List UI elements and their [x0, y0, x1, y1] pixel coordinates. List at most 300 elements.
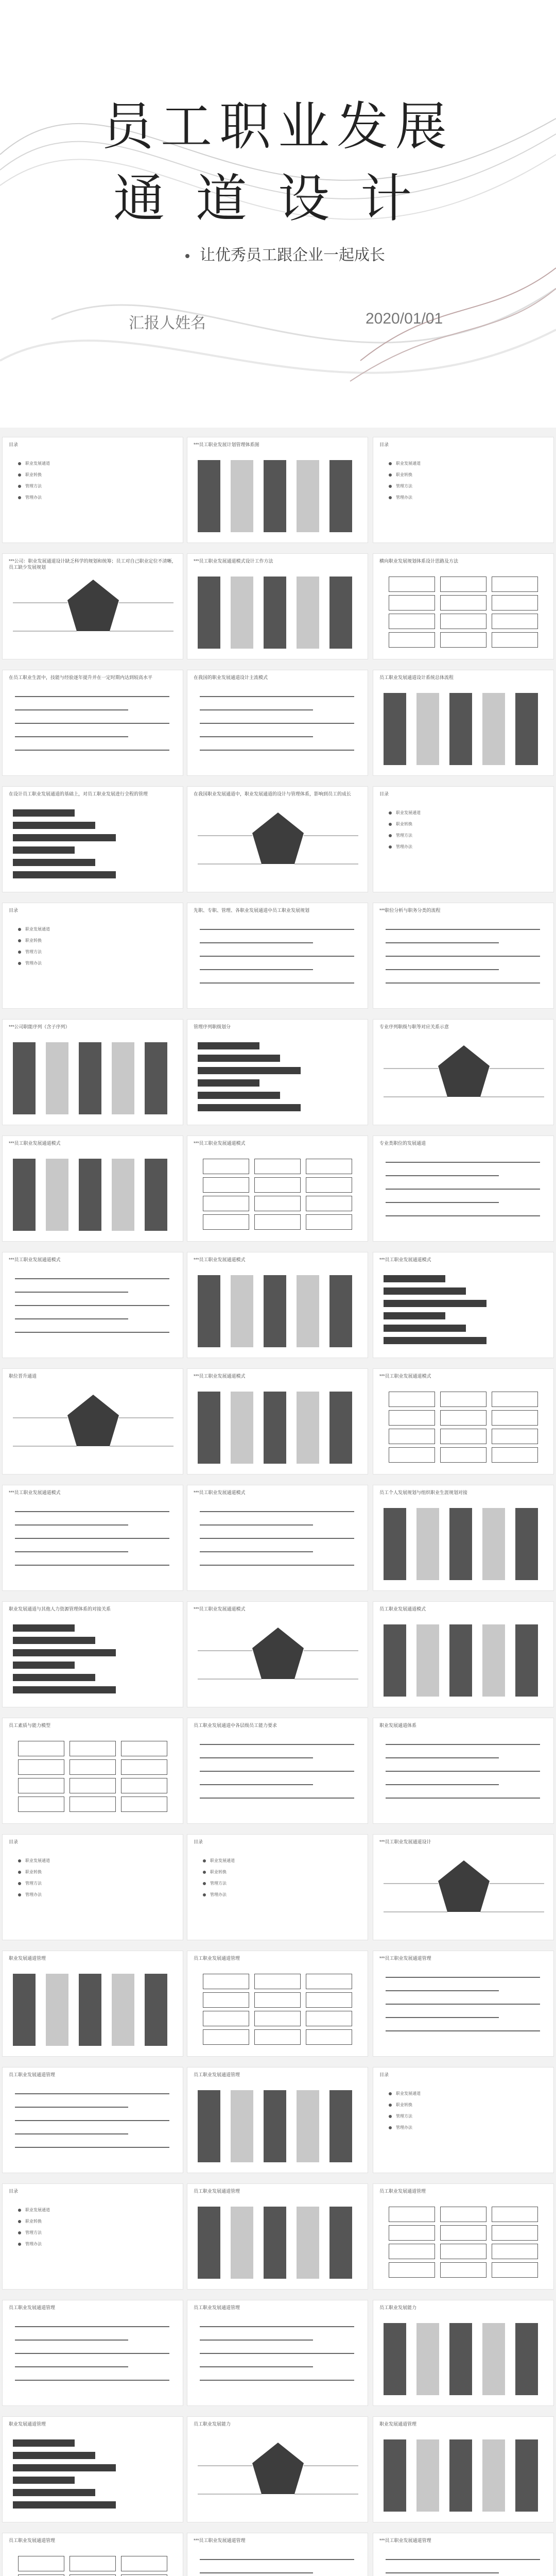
slide-title: 横向职业发展规划体系设计思路及方法: [379, 558, 459, 564]
agenda-item: 管理办法: [396, 495, 412, 500]
slide-thumbnail[interactable]: [373, 1368, 554, 1475]
slide-title: ***公司职能序列（含子序列）: [9, 1024, 70, 1029]
column-bar: [515, 1508, 538, 1580]
column-bar: [79, 1974, 101, 2046]
column-bar: [231, 2207, 253, 2279]
text-line: [15, 1538, 169, 1539]
table-cell: [389, 614, 435, 629]
column-bar: [384, 2323, 406, 2395]
agenda-bullet-icon: [389, 834, 392, 837]
table-cell: [121, 1778, 167, 1793]
agenda-bullet-icon: [18, 496, 21, 499]
slide-title: ***员工职业发展通道模式: [194, 1257, 246, 1262]
slide-thumbnail[interactable]: [373, 670, 554, 776]
column-bar: [297, 460, 319, 532]
text-line: [200, 750, 354, 751]
agenda-bullet-icon: [18, 951, 21, 954]
slide-title: 目录: [379, 791, 389, 796]
text-line: [15, 2326, 169, 2327]
text-line: [15, 723, 169, 724]
slide-thumbnail[interactable]: [187, 903, 368, 1009]
text-line: [386, 1744, 540, 1745]
slide-thumbnail[interactable]: [2, 903, 183, 1009]
slide-thumbnail[interactable]: [2, 1252, 183, 1358]
text-line: [200, 1798, 354, 1799]
slide-title: ***员工职业发展通道模式: [9, 1490, 61, 1495]
column-bar: [231, 577, 253, 649]
column-bar: [231, 1392, 253, 1464]
slide-thumbnail[interactable]: [187, 2183, 368, 2290]
slide-title: ***员工职业发展通道模式: [194, 1374, 246, 1379]
agenda-item: 管理办法: [25, 1892, 42, 1897]
cover-title-line2: 通道设计: [113, 168, 443, 229]
table-cell: [306, 1177, 352, 1193]
table-cell: [254, 2029, 301, 2045]
table-cell: [18, 2556, 64, 2571]
pentagon-diagram: [187, 787, 368, 892]
slide-thumbnail[interactable]: [187, 2300, 368, 2406]
slide-thumbnail[interactable]: [373, 903, 554, 1009]
slide-thumbnail[interactable]: [373, 2067, 554, 2173]
table-cell: [389, 595, 435, 611]
column-bar: [515, 693, 538, 765]
column-bar: [79, 1159, 101, 1231]
text-line: [200, 1565, 354, 1566]
slide-thumbnail[interactable]: [373, 1834, 554, 1940]
row-bar: [13, 1674, 95, 1681]
slide-thumbnail[interactable]: [373, 437, 554, 543]
slide-title: 员工职业发展通道管理: [9, 2072, 56, 2077]
agenda-item: 管理办法: [25, 961, 42, 965]
row-bar: [198, 1042, 259, 1049]
column-bar: [79, 1042, 101, 1114]
slide-thumbnail[interactable]: [2, 1019, 183, 1125]
table-cell: [70, 1741, 116, 1756]
table-cell: [203, 1159, 249, 1174]
column-bar: [145, 1042, 167, 1114]
text-line: [15, 2120, 169, 2121]
slide-thumbnail[interactable]: [187, 1951, 368, 2057]
slide-thumbnail[interactable]: [2, 670, 183, 776]
pentagon-diagram: [3, 554, 183, 659]
pentagon-diagram: [373, 1020, 554, 1125]
column-bar: [515, 2439, 538, 2512]
slide-title: ***职位分析与职务分类的流程: [379, 908, 441, 913]
slide-title: 员工素质与能力模型: [9, 1723, 51, 1728]
table-cell: [492, 2262, 538, 2278]
table-cell: [203, 1196, 249, 1211]
column-bar: [482, 1508, 505, 1580]
column-bar: [482, 2439, 505, 2512]
row-bar: [13, 809, 75, 817]
cover-slide: [0, 0, 556, 428]
slide-thumbnail[interactable]: [373, 1718, 554, 1824]
text-line: [15, 696, 169, 697]
agenda-bullet-icon: [18, 1882, 21, 1885]
table-cell: [121, 1741, 167, 1756]
table-cell: [492, 1447, 538, 1463]
slide-thumbnail[interactable]: [2, 1485, 183, 1591]
agenda-bullet-icon: [389, 2126, 392, 2129]
slide-title: 在我国的职业发展通道设计主流模式: [194, 675, 268, 680]
agenda-item: 职业转换: [396, 2103, 412, 2107]
slide-title: ***员工职业发展通道模式: [194, 1490, 246, 1495]
slide-thumbnail[interactable]: [187, 437, 368, 543]
agenda-item: 职业发展通道: [25, 1858, 50, 1863]
slide-title: 职业发展通道与其他人力资源管理体系的对接关系: [9, 1606, 111, 1612]
text-line: [15, 1511, 169, 1512]
agenda-bullet-icon: [389, 473, 392, 477]
slide-thumbnail[interactable]: [2, 2183, 183, 2290]
table-cell: [492, 1410, 538, 1426]
slide-title: ***员工职业发展通道管理: [194, 2538, 246, 2543]
slide-thumbnail[interactable]: [2, 1834, 183, 1940]
cover-subtitle: 让优秀员工跟企业一起成长: [185, 242, 385, 265]
table-cell: [70, 1778, 116, 1793]
slide-title: 目录: [379, 442, 389, 447]
agenda-bullet-icon: [18, 1859, 21, 1862]
agenda-bullet-icon: [389, 2115, 392, 2118]
slide-title: 员工职业发展能力: [194, 2421, 231, 2427]
slide-thumbnail[interactable]: [2, 1718, 183, 1824]
table-cell: [492, 614, 538, 629]
slide-thumbnail[interactable]: [187, 553, 368, 659]
slide-title: 员工职业发展通道管理: [379, 2189, 426, 2194]
agenda-item: 职业转换: [396, 822, 412, 826]
slide-title: ***员工职业发展通道设计: [379, 1839, 431, 1844]
table-cell: [389, 2262, 435, 2278]
agenda-bullet-icon: [389, 496, 392, 499]
text-line: [200, 2572, 313, 2573]
agenda-bullet-icon: [18, 485, 21, 488]
text-line: [386, 1990, 499, 1991]
table-cell: [440, 614, 486, 629]
cover-date: 2020/01/01: [366, 310, 443, 327]
slide-thumbnail[interactable]: [373, 2300, 554, 2406]
column-bar: [145, 1159, 167, 1231]
agenda-item: 管理办法: [25, 495, 42, 500]
table-cell: [440, 2225, 486, 2241]
agenda-item: 管理方法: [396, 833, 412, 838]
table-cell: [306, 1196, 352, 1211]
slide-thumbnail[interactable]: [187, 1019, 368, 1125]
slide-thumbnail[interactable]: [373, 1019, 554, 1125]
slide-thumbnail[interactable]: [373, 553, 554, 659]
column-bar: [231, 2090, 253, 2162]
text-line: [15, 1318, 128, 1319]
slide-thumbnail[interactable]: [2, 2533, 183, 2576]
slide-thumbnail[interactable]: [2, 786, 183, 892]
text-line: [15, 2147, 169, 2148]
table-cell: [389, 632, 435, 648]
table-cell: [389, 1447, 435, 1463]
text-line: [386, 2004, 540, 2005]
slide-title: 员工职业发展通道中各层级员工能力要求: [194, 1723, 277, 1728]
column-bar: [329, 2207, 352, 2279]
text-line: [200, 1551, 313, 1552]
slide-title: 员工职业发展通道模式: [379, 1606, 426, 1612]
row-bar: [13, 822, 95, 829]
agenda-bullet-icon: [389, 485, 392, 488]
slide-thumbnail[interactable]: [373, 2416, 554, 2522]
table-cell: [389, 577, 435, 592]
text-line: [15, 1551, 128, 1552]
text-line: [15, 1305, 169, 1306]
row-bar: [13, 1662, 75, 1669]
row-bar: [13, 1686, 116, 1693]
slide-thumbnail[interactable]: [2, 1368, 183, 1475]
text-line: [386, 942, 499, 943]
column-bar: [329, 577, 352, 649]
column-bar: [384, 2439, 406, 2512]
column-bar: [416, 2323, 439, 2395]
table-cell: [440, 1410, 486, 1426]
slide-title: 职位晋升通道: [9, 1374, 37, 1379]
column-bar: [384, 1624, 406, 1697]
slide-title: ***公司：职业发展通道设计缺乏科学的规划和统筹；员工对自己职业定位不清晰，员工缺少发展规划: [9, 558, 177, 570]
slide-title: 在设计员工职业发展通道的基础上，对员工职业发展进行全程的管理: [9, 791, 148, 796]
slide-title: 目录: [194, 1839, 203, 1844]
text-line: [386, 1189, 540, 1190]
slide-title: ***员工职业发展通道管理: [379, 2538, 431, 2543]
column-bar: [384, 693, 406, 765]
table-cell: [492, 2225, 538, 2241]
text-line: [386, 982, 540, 984]
column-bar: [13, 1974, 36, 2046]
slide-title: 员工职业发展通道管理: [194, 1956, 240, 1961]
slide-title: 目录: [9, 2189, 19, 2194]
text-line: [15, 736, 128, 737]
row-bar: [13, 2439, 75, 2447]
agenda-item: 职业转换: [25, 472, 42, 477]
agenda-bullet-icon: [18, 1871, 21, 1874]
column-bar: [329, 1275, 352, 1347]
text-line: [200, 942, 313, 943]
agenda-bullet-icon: [18, 473, 21, 477]
column-bar: [449, 1624, 472, 1697]
agenda-item: 职业发展通道: [396, 461, 421, 466]
table-cell: [70, 2556, 116, 2571]
text-line: [200, 1524, 313, 1526]
text-line: [15, 2107, 128, 2108]
agenda-bullet-icon: [18, 462, 21, 465]
slide-thumbnail[interactable]: [187, 1136, 368, 1242]
text-line: [200, 2366, 313, 2367]
agenda-item: 管理方法: [25, 950, 42, 954]
row-bar: [384, 1300, 486, 1307]
slide-title: 职业发展通道体系: [379, 1723, 417, 1728]
row-bar: [13, 1637, 95, 1644]
row-bar: [13, 1624, 75, 1632]
agenda-bullet-icon: [389, 811, 392, 815]
slide-title: 专业序列职级与职等对应关系示意: [379, 1024, 449, 1029]
table-cell: [389, 1410, 435, 1426]
slide-thumbnail[interactable]: [373, 2183, 554, 2290]
text-line: [15, 1332, 169, 1333]
row-bar: [13, 834, 116, 841]
row-bar: [198, 1055, 280, 1062]
slide-thumbnail[interactable]: [187, 1368, 368, 1475]
row-bar: [198, 1104, 301, 1111]
agenda-bullet-icon: [18, 928, 21, 931]
table-cell: [440, 2244, 486, 2259]
table-cell: [389, 1429, 435, 1444]
text-line: [200, 1771, 354, 1772]
pentagon-diagram: [187, 2417, 368, 2522]
slide-thumbnail[interactable]: [2, 1136, 183, 1242]
row-bar: [13, 2489, 95, 2496]
row-bar: [13, 1649, 116, 1656]
slide-thumbnail[interactable]: [187, 1252, 368, 1358]
table-cell: [389, 2207, 435, 2222]
text-line: [386, 2030, 540, 2031]
agenda-bullet-icon: [203, 1893, 206, 1896]
cover-title-line1: 员工职业发展: [102, 96, 454, 157]
slide-thumbnail[interactable]: [373, 2533, 554, 2576]
column-bar: [297, 2207, 319, 2279]
text-line: [386, 929, 540, 930]
text-line: [386, 1798, 540, 1799]
table-cell: [306, 1214, 352, 1230]
table-cell: [389, 2225, 435, 2241]
agenda-item: 管理方法: [25, 1881, 42, 1886]
slide-thumbnail[interactable]: [2, 2067, 183, 2173]
slide-title: 员工职业发展通道设计系统总体流程: [379, 675, 454, 680]
column-bar: [198, 1275, 220, 1347]
table-cell: [121, 1759, 167, 1775]
slide-thumbnail[interactable]: [187, 670, 368, 776]
slide-title: 职业发展通道管理: [9, 2421, 46, 2427]
slide-thumbnail[interactable]: [373, 1252, 554, 1358]
row-bar: [384, 1325, 466, 1332]
text-line: [15, 1278, 169, 1279]
slide-title: 员工职业发展通道管理: [9, 2305, 56, 2310]
table-cell: [440, 632, 486, 648]
slide-title: ***员工职业发展通道模式设计工作方法: [194, 558, 273, 564]
slide-thumbnail[interactable]: [373, 1136, 554, 1242]
row-bar: [13, 846, 75, 854]
column-bar: [198, 460, 220, 532]
slide-title: 在我国职业发展通道中，职业发展通道的设计与管理体系，影响到员工的成长: [194, 791, 352, 796]
column-bar: [264, 2207, 286, 2279]
agenda-bullet-icon: [389, 823, 392, 826]
slide-thumbnail[interactable]: [2, 553, 183, 659]
table-cell: [254, 1214, 301, 1230]
row-bar: [13, 2501, 116, 2509]
column-bar: [198, 2207, 220, 2279]
slide-thumbnail[interactable]: [2, 1601, 183, 1707]
column-bar: [13, 1042, 36, 1114]
slide-title: 员工个人发展规划与组织职业生涯规划对接: [379, 1490, 468, 1495]
slide-title: ***员工职业发展计划管理体系图: [194, 442, 259, 447]
agenda-bullet-icon: [18, 2220, 21, 2223]
column-bar: [515, 1624, 538, 1697]
column-bar: [297, 1275, 319, 1347]
column-bar: [329, 1392, 352, 1464]
table-cell: [440, 1447, 486, 1463]
cover-reporter: 汇报人姓名: [129, 315, 206, 332]
slide-thumbnail[interactable]: [2, 2300, 183, 2406]
slide-thumbnail[interactable]: [187, 1601, 368, 1707]
agenda-item: 管理办法: [25, 2242, 42, 2246]
table-cell: [254, 1974, 301, 1989]
slide-thumbnail[interactable]: [2, 2416, 183, 2522]
agenda-item: 管理办法: [210, 1892, 227, 1897]
agenda-item: 管理办法: [396, 844, 412, 849]
slide-title: 管理序列职级划分: [194, 1024, 231, 1029]
slide-thumbnail[interactable]: [373, 1951, 554, 2057]
column-bar: [112, 1159, 134, 1231]
text-line: [200, 1757, 313, 1758]
table-cell: [306, 2011, 352, 2026]
slide-title: ***员工职业发展通道模式: [379, 1257, 431, 1262]
text-line: [15, 2093, 169, 2094]
row-bar: [13, 2477, 75, 2484]
table-cell: [440, 595, 486, 611]
column-bar: [264, 460, 286, 532]
text-line: [15, 750, 169, 751]
table-cell: [203, 1214, 249, 1230]
agenda-bullet-icon: [18, 2231, 21, 2234]
table-cell: [389, 2244, 435, 2259]
column-bar: [416, 1508, 439, 1580]
slide-thumbnail[interactable]: [373, 1601, 554, 1707]
slide-thumbnail[interactable]: [373, 786, 554, 892]
slide-thumbnail[interactable]: [187, 1718, 368, 1824]
agenda-item: 职业发展通道: [210, 1858, 235, 1863]
slide-thumbnail[interactable]: [187, 2067, 368, 2173]
column-bar: [329, 2090, 352, 2162]
slide-thumbnail[interactable]: [187, 1834, 368, 1940]
text-line: [200, 1784, 313, 1785]
slide-title: ***员工职业发展通道模式: [9, 1141, 61, 1146]
row-bar: [13, 859, 95, 866]
agenda-item: 职业发展通道: [25, 927, 50, 931]
agenda-bullet-icon: [389, 845, 392, 849]
slide-thumbnail[interactable]: [373, 1485, 554, 1591]
agenda-item: 职业发展通道: [396, 810, 421, 815]
agenda-bullet-icon: [203, 1882, 206, 1885]
pentagon-diagram: [3, 1369, 183, 1475]
text-line: [15, 2133, 128, 2134]
agenda-item: 职业转换: [25, 2219, 42, 2224]
row-bar: [198, 1079, 259, 1087]
column-bar: [198, 2090, 220, 2162]
column-bar: [231, 1275, 253, 1347]
table-cell: [306, 1992, 352, 2008]
slide-thumbnail[interactable]: [187, 786, 368, 892]
column-bar: [416, 2439, 439, 2512]
agenda-item: 职业发展通道: [25, 461, 50, 466]
agenda-bullet-icon: [18, 2209, 21, 2212]
agenda-bullet-icon: [389, 2104, 392, 2107]
column-bar: [482, 2323, 505, 2395]
slide-thumbnail[interactable]: [187, 2416, 368, 2522]
slide-thumbnail[interactable]: [187, 1485, 368, 1591]
slide-title: 员工职业发展通道管理: [194, 2072, 240, 2077]
table-cell: [254, 1177, 301, 1193]
slide-thumbnail[interactable]: [187, 2533, 368, 2576]
agenda-bullet-icon: [18, 2243, 21, 2246]
slide-thumbnail[interactable]: [2, 1951, 183, 2057]
text-line: [386, 1202, 499, 1203]
slide-thumbnail[interactable]: [2, 437, 183, 543]
column-bar: [482, 693, 505, 765]
text-line: [15, 1524, 128, 1526]
table-cell: [18, 1797, 64, 1812]
table-cell: [70, 1759, 116, 1775]
text-line: [386, 2559, 540, 2560]
